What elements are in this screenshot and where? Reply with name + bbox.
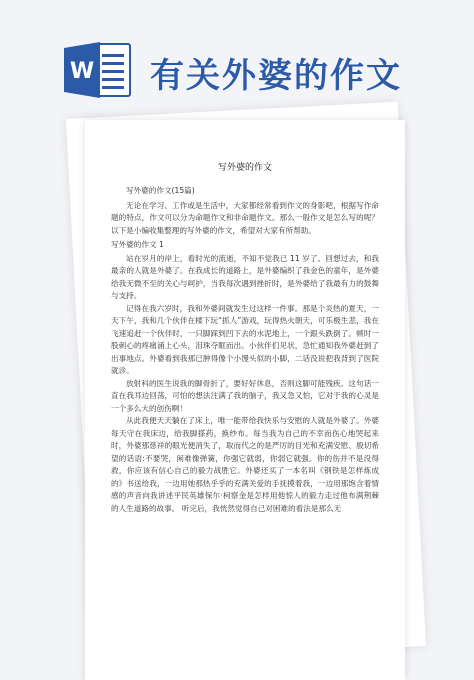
banner (0, 0, 474, 110)
word-document-icon (62, 40, 134, 100)
body-paragraph: 记得在我六岁时，我和外婆间就发生过这样一件事。那是个炎热的夏天，一天下午，我和几个伙伴在楼下玩“抓人”游戏，玩得热火朝天，可乐极生悲，我在飞速追赶一个伙伴时，一只脚踩到凹下去的水泥地上，一个跟头跌倒了。顿时一股刺心的疼痛涌上心头，泪珠夺眶而出。小伙伴们见状，急忙通知我外婆赶到了出事地点。外婆看到我那已肿得像个小馒头似的小脚，二话没说把我背到了医院就诊。 (111, 303, 379, 375)
document-subtitle: 写外婆的作文(15篇) (126, 186, 195, 195)
intro-paragraph: 无论在学习、工作或是生活中，大家都经常看到作文的身影吧，根据写作命题的特点，作文可以分为命题作文和非命题作文。那么一般作文是怎么写的呢？以下是小编收集整理的写外婆的作文，希望对大家有所帮助。 (111, 200, 379, 235)
banner-title: 有关外婆的作文 (150, 56, 402, 96)
body-paragraph: 站在岁月的岸上，看时光的流逝，不知不觉我已 11 岁了。回想过去，和我最亲的人就是外婆了。在我成长的道路上，是外婆编织了我金色的童年，是外婆给我无微不至的关心与呵护，当我每次遇到挫折时，是外婆给了我最有力的鼓舞与支持。 (111, 253, 379, 300)
body-paragraph: 放射科的医生说我的脚骨折了，要好好休息，否则这脚可能残疾。这句话一直在我耳边回荡，可怕的想法注满了我的脑子，我又急又怕，它对于我的心灵是一个多么大的创伤啊！ (111, 378, 379, 413)
svg-text:W: W (69, 59, 95, 84)
section-heading: 写外婆的作文 1 (111, 240, 164, 249)
document-title: 写外婆的作文 (217, 163, 272, 173)
body-paragraph: 从此我便天天躺在了床上，唯一能带给我快乐与安慰的人就是外婆了。外婆每天守在我床边，给我脚搽药，换纱布。每当我为自己的不幸而伤心地哭起来时，外婆那慈祥的眼光便消失了，取而代之的是严厉的目光和充满安慰、殷切希望的话语:不要哭，闲难像弹簧，你强它就弱，你弱它就强。你的伤并不是没得救，你应该有信心自己的毅力战胜它。外婆还买了一本名叫《钢铁是怎样炼成的》书送给我，一边用她那热乎乎的充满关爱的手抚摸着我，一边用那饱含着情感的声音向我讲述平民英雄保尔·柯察金是怎样用他惊人的毅力走过他布满荆棘的人生道路的故事。 听完后，我恍然觉得自己对困难的看法是那么无 (111, 416, 379, 513)
document-page (85, 120, 405, 680)
